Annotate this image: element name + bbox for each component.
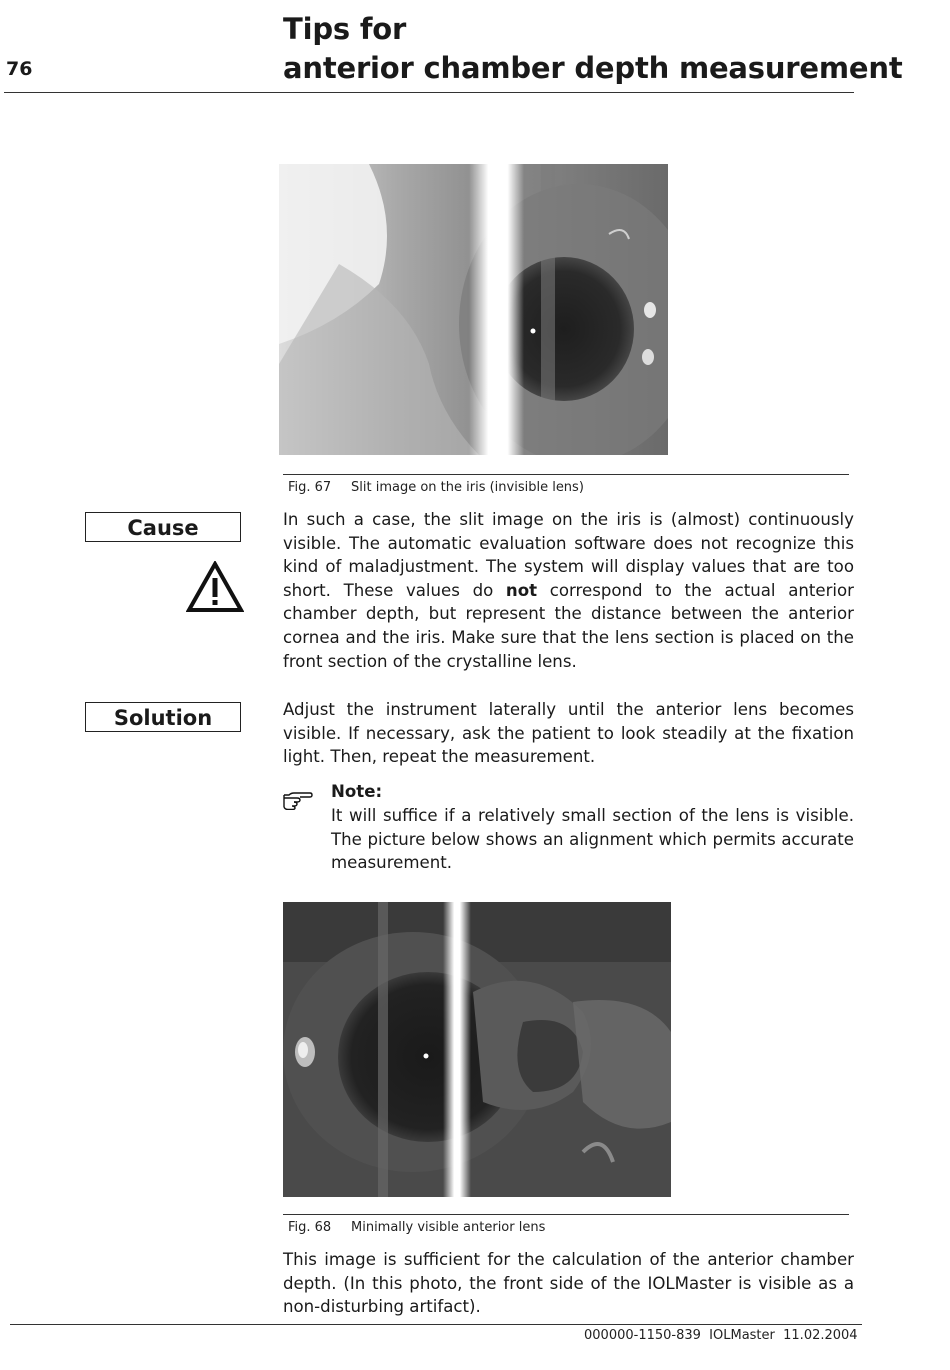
footer-text: 000000-1150-839 IOLMaster 11.02.2004 <box>584 1328 858 1343</box>
page-title <box>283 10 902 88</box>
header-divider <box>4 92 854 93</box>
footer-divider <box>10 1324 862 1325</box>
note-title: Note: <box>331 782 383 801</box>
pointing-hand-icon <box>283 790 315 810</box>
fig-67-caption-rule <box>283 474 849 475</box>
warning-triangle-icon <box>186 561 244 613</box>
cause-label: Cause <box>85 512 241 542</box>
cause-text-part-2: correspond to the actual anterior chamber depth, but represent the distance between the anterior cornea and the iris. Make sure that the lens section is placed on the front section of the crystalline lens. <box>283 580 854 671</box>
cause-text-part-1: In such a case, the slit image on the iris is (almost) continuously visible. The automatic evaluation software does not recognize this kind of maladjustment. The system will display values that are too short. These values do <box>283 510 854 600</box>
fig-67-number: Fig. 67 <box>288 480 332 495</box>
fig-68-caption-text: Minimally visible anterior lens <box>351 1220 546 1235</box>
fig-68-caption <box>288 1220 545 1235</box>
fig-67-slit-iris-photo <box>279 164 668 455</box>
page-title-line-2: anterior chamber depth measurement <box>283 51 903 85</box>
page-number: 76 <box>6 58 33 80</box>
page-title-line-1: Tips for <box>283 12 407 46</box>
cause-bold-word: not <box>505 580 538 600</box>
fig-68-caption-rule <box>283 1214 849 1215</box>
fig-68-anterior-lens-photo <box>283 902 671 1197</box>
fig-67-caption <box>288 480 584 495</box>
fig-67-caption-text: Slit image on the iris (invisible lens) <box>351 480 584 495</box>
solution-label: Solution <box>85 702 241 732</box>
solution-paragraph: Adjust the instrument laterally until the anterior lens becomes visible. If necessary, ask the patient to look steadily at the fixation light. Then, repeat the measurement. <box>283 700 854 767</box>
note-text: It will suffice if a relatively small section of the lens is visible. The picture below shows an alignment which permits accurate measurement. <box>331 806 854 873</box>
closing-paragraph: This image is sufficient for the calculation of the anterior chamber depth. (In this photo, the front side of the IOLMaster is visible as a non-disturbing artifact). <box>283 1250 854 1317</box>
cause-paragraph <box>283 508 854 673</box>
fig-68-number: Fig. 68 <box>288 1220 332 1235</box>
